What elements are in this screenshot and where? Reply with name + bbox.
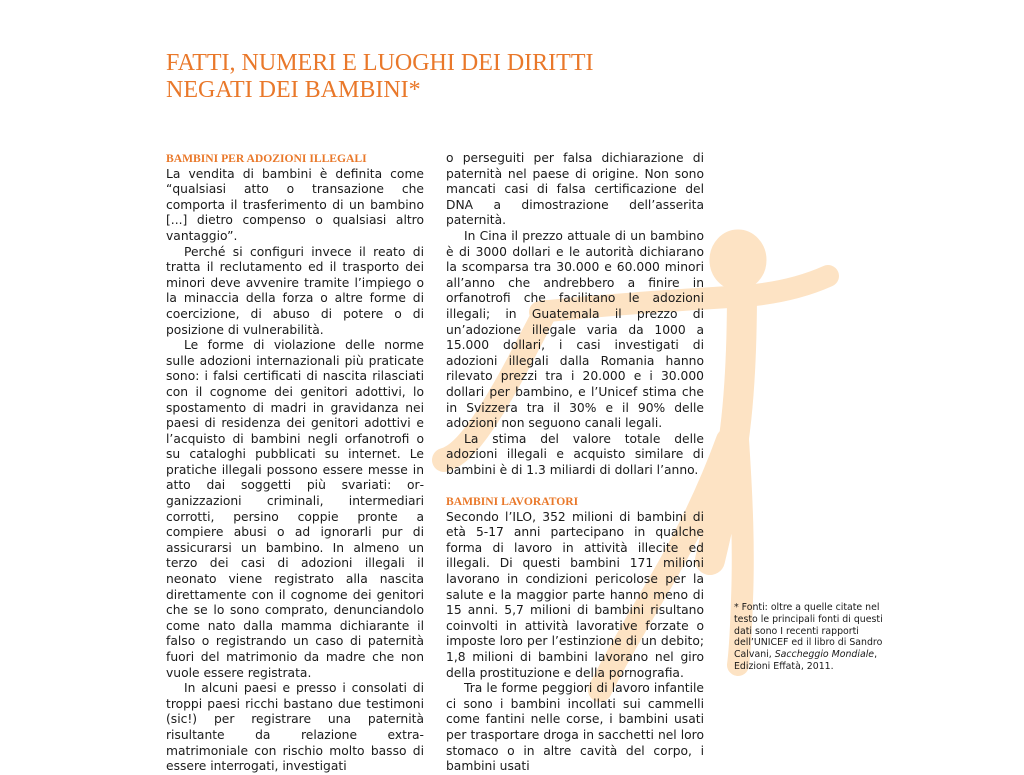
paragraph: Perché si configuri invece il reato di tratta il reclutamento ed il trasporto dei minori deve avvenire tramite l’impiego o la minaccia della forza o altre forme di coercizione, di abuso di potere o di posizione di vulnerabilità. — [166, 244, 424, 337]
paragraph: La vendita di bambini è definita come “qualsiasi atto o transazione che comporta il trasferimento di un bambino [...] dietro compenso o qualsiasi altro vantaggio”. — [166, 166, 424, 243]
paragraph: In alcuni paesi e presso i consolati di troppi paesi ricchi bastano due testimoni (sic!) per registrare una paternità risultante da relazione extra-matrimoniale con rischio molto basso di essere interrogati, investigati — [166, 681, 424, 774]
paragraph: In Cina il prezzo attuale di un bambino è di 3000 dollari e le autorità dichiarano la scomparsa tra 30.000 e 60.000 minori all’anno che andrebbero a finire in orfanotrofi che facilitano le adozioni illegali; in Guatemala il prezzo di un’adozione illegale varia da 1000 a 15.000 dollari, i casi investigati di adozioni illegali dalla Romania hanno rilevato prezzi tra i 20.000 e i 30.000 dollari per bambino, e l’Unicef stima che in Svizzera tra il 30% e il 90% delle adozioni non seguono canali legali. — [446, 228, 704, 431]
paragraph: o perseguiti per falsa dichiarazione di paternità nel paese di origine. Non sono mancati casi di falsa certificazione del DNA a dimostrazione dell’asserita paternità. — [446, 151, 704, 228]
page-title-line-1: FATTI, NUMERI E LUOGHI DEI DIRITTI — [166, 50, 594, 76]
page-title — [166, 50, 726, 104]
paragraph: Le forme di violazione delle norme sulle adozioni internazionali più praticate sono: i falsi certificati di nascita rilasciati con il cognome dei genitori adottivi, lo spostamento di madri in gravidanza nei paesi di residenza dei genitori adottivi e l’acquisto di bambini negli orfanotrofi o su cataloghi pubblicati su internet. Le pratiche illegali possono essere messe in atto dai soggetti più svariati: organizzazioni criminali, intermediari corrotti, persino coppie pronte a compiere abusi o ad ignorarli pur di assicurarsi un bambino. In almeno un terzo dei casi di adozioni illegali il neonato viene registrato alla nascita direttamente con il cognome dei genitori che se lo sono comprato, denunciandolo come nato dalla mamma dichiarante il falso o registrando un caso di paternità fuori del matrimonio da madre che non vuole essere registrata. — [166, 338, 424, 680]
section-spacer — [446, 478, 704, 494]
footnote-publisher: , Edizioni Effatà, 2011. — [734, 649, 878, 672]
section-heading-lavoratori: BAMBINI LAVORATORI — [446, 495, 579, 509]
paragraph: Secondo l’ILO, 352 milioni di bambini di età 5-17 anni partecipano in qualche forma di lavoro in attività illecite ed illegali. Di questi bambini 171 milioni lavorano in condizioni pericolose per la salute e la maggior parte hanno meno di 15 anni. 5,7 milioni di bambini risultano coinvolti in attività lavorative forzate o imposte loro per l’estinzione di un debito; 1,8 milioni di bambini lavorano nel giro della prostituzione e della pornografia. — [446, 509, 704, 680]
paragraph: La stima del valore totale delle adozioni illegali e acquisto similare di bambini è di 1.3 miliardi di dollari l’anno. — [446, 431, 704, 477]
footnote — [734, 602, 884, 673]
text-column-right — [446, 151, 704, 775]
page-title-line-2: NEGATI DEI BAMBINI* — [166, 77, 421, 103]
section-heading-adozioni: BAMBINI PER ADOZIONI ILLEGALI — [166, 152, 367, 165]
footnote-book-title: Saccheggio Mondiale — [774, 649, 875, 661]
paragraph: Tra le forme peggiori di lavoro infantile ci sono i bambini incollati sui cammelli come fantini nelle corse, i bambini usati per trasportare droga in sacchetti nel loro stomaco o in altre cavità del corpo, i bambini usati — [446, 681, 704, 774]
footnote-text: * Fonti: oltre a quelle citate nel testo le principali fonti di questi dati sono I recenti rapporti dell’UNICEF ed il libro di Sandro Calvani, — [734, 602, 883, 661]
text-column-left — [166, 151, 424, 775]
